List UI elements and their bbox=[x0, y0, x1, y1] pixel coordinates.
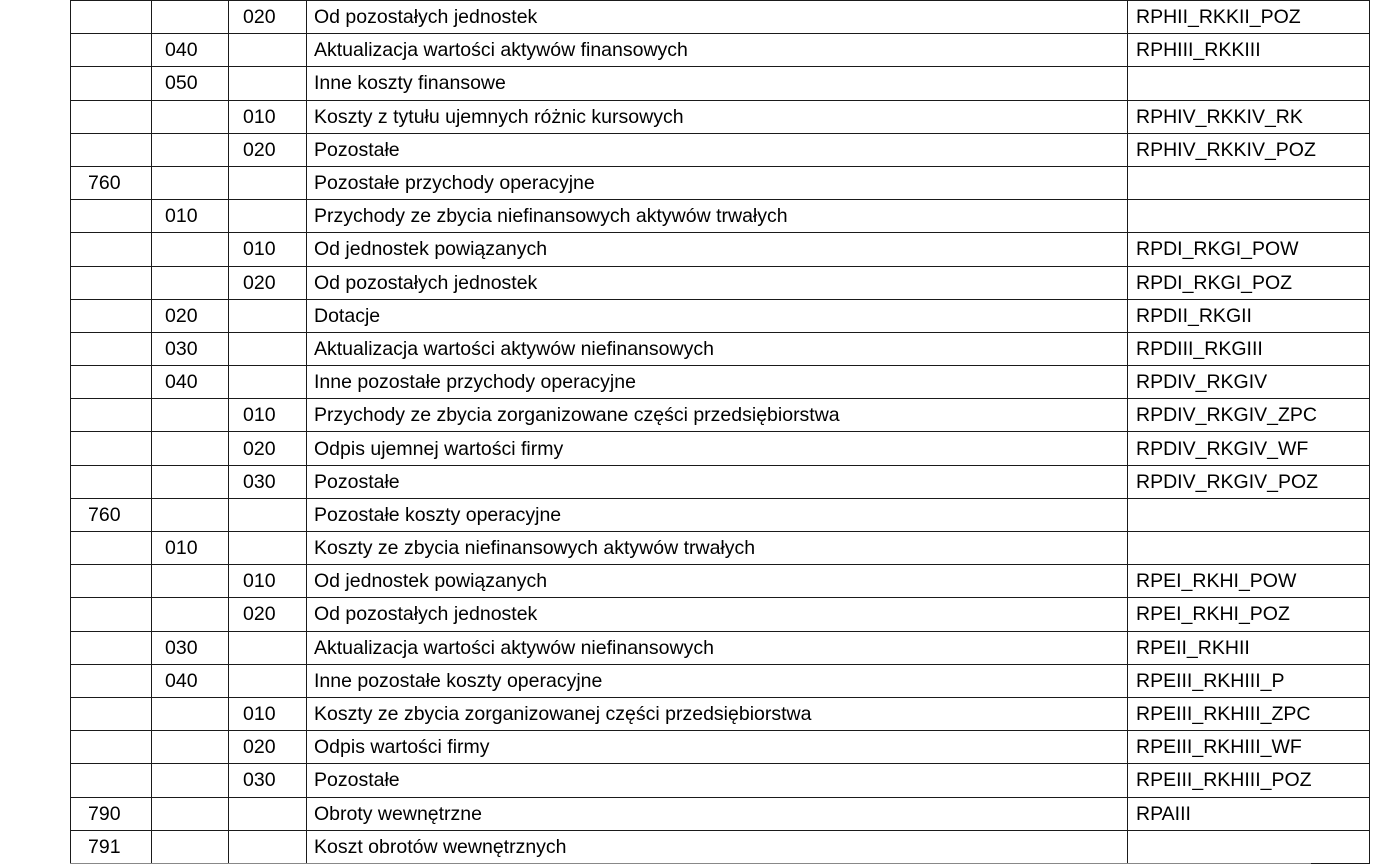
table-row bbox=[71, 432, 1370, 465]
account-name-cell: Przychody ze zbycia niefinansowych aktywów trwałych bbox=[307, 200, 1128, 233]
table-row bbox=[71, 532, 1370, 565]
account-level-1-cell bbox=[71, 299, 152, 332]
report-code-cell: RPEIII_RKHIII_WF bbox=[1128, 731, 1370, 764]
report-code-cell: RPEI_RKHI_POW bbox=[1128, 565, 1370, 598]
report-code-cell: RPDI_RKGI_POW bbox=[1128, 233, 1370, 266]
account-level-3-cell bbox=[229, 67, 307, 100]
account-level-3-cell bbox=[229, 299, 307, 332]
account-level-3-cell bbox=[229, 830, 307, 863]
account-level-1-cell bbox=[71, 34, 152, 67]
account-level-2-cell: 040 bbox=[152, 366, 229, 399]
report-code-cell: RPDII_RKGII bbox=[1128, 299, 1370, 332]
account-level-1-cell bbox=[71, 266, 152, 299]
account-level-1-cell bbox=[71, 133, 152, 166]
account-level-3-cell: 010 bbox=[229, 697, 307, 730]
table-row bbox=[71, 266, 1370, 299]
account-level-1-cell bbox=[71, 697, 152, 730]
account-name-cell: Aktualizacja wartości aktywów niefinansowych bbox=[307, 631, 1128, 664]
account-level-2-cell: 020 bbox=[152, 299, 229, 332]
account-level-2-cell: 030 bbox=[152, 332, 229, 365]
account-name-cell: Od jednostek powiązanych bbox=[307, 565, 1128, 598]
account-level-1-cell bbox=[71, 432, 152, 465]
account-level-2-cell bbox=[152, 133, 229, 166]
account-level-1-cell bbox=[71, 1, 152, 34]
table-row bbox=[71, 1, 1370, 34]
table-row bbox=[71, 664, 1370, 697]
account-name-cell: Przychody ze zbycia zorganizowane części przedsiębiorstwa bbox=[307, 399, 1128, 432]
report-code-cell bbox=[1128, 830, 1370, 863]
account-level-2-cell: 040 bbox=[152, 664, 229, 697]
account-level-1-cell: 760 bbox=[71, 498, 152, 531]
account-level-3-cell: 020 bbox=[229, 598, 307, 631]
account-name-cell: Koszty z tytułu ujemnych różnic kursowych bbox=[307, 100, 1128, 133]
account-level-2-cell: 050 bbox=[152, 67, 229, 100]
account-level-3-cell: 020 bbox=[229, 1, 307, 34]
account-name-cell: Koszty ze zbycia zorganizowanej części przedsiębiorstwa bbox=[307, 697, 1128, 730]
account-level-3-cell: 020 bbox=[229, 432, 307, 465]
next-row-border bbox=[70, 863, 1311, 864]
account-name-cell: Aktualizacja wartości aktywów niefinansowych bbox=[307, 332, 1128, 365]
account-level-1-cell bbox=[71, 565, 152, 598]
account-name-cell: Pozostałe przychody operacyjne bbox=[307, 166, 1128, 199]
account-level-2-cell bbox=[152, 166, 229, 199]
account-name-cell: Od pozostałych jednostek bbox=[307, 266, 1128, 299]
table-row bbox=[71, 631, 1370, 664]
account-level-3-cell bbox=[229, 166, 307, 199]
account-level-3-cell bbox=[229, 34, 307, 67]
account-name-cell: Pozostałe bbox=[307, 465, 1128, 498]
account-level-1-cell bbox=[71, 233, 152, 266]
account-level-2-cell: 040 bbox=[152, 34, 229, 67]
table-body bbox=[71, 1, 1370, 864]
report-code-cell bbox=[1128, 498, 1370, 531]
account-level-2-cell bbox=[152, 465, 229, 498]
account-level-1-cell bbox=[71, 465, 152, 498]
account-level-1-cell bbox=[71, 598, 152, 631]
account-name-cell: Aktualizacja wartości aktywów finansowych bbox=[307, 34, 1128, 67]
account-level-3-cell bbox=[229, 366, 307, 399]
table-row bbox=[71, 465, 1370, 498]
report-code-cell: RPDIV_RKGIV bbox=[1128, 366, 1370, 399]
account-name-cell: Koszt obrotów wewnętrznych bbox=[307, 830, 1128, 863]
account-level-3-cell: 020 bbox=[229, 266, 307, 299]
table-row bbox=[71, 731, 1370, 764]
account-level-2-cell bbox=[152, 1, 229, 34]
report-code-cell: RPAIII bbox=[1128, 797, 1370, 830]
report-code-cell: RPDIII_RKGIII bbox=[1128, 332, 1370, 365]
table-row bbox=[71, 34, 1370, 67]
table-row bbox=[71, 332, 1370, 365]
account-level-3-cell bbox=[229, 532, 307, 565]
account-level-1-cell bbox=[71, 100, 152, 133]
account-mapping-table bbox=[70, 0, 1370, 864]
table-row bbox=[71, 233, 1370, 266]
account-level-2-cell: 030 bbox=[152, 631, 229, 664]
table-row bbox=[71, 498, 1370, 531]
report-code-cell: RPHII_RKKII_POZ bbox=[1128, 1, 1370, 34]
report-code-cell: RPEIII_RKHIII_P bbox=[1128, 664, 1370, 697]
account-name-cell: Obroty wewnętrzne bbox=[307, 797, 1128, 830]
table-row bbox=[71, 764, 1370, 797]
account-name-cell: Koszty ze zbycia niefinansowych aktywów trwałych bbox=[307, 532, 1128, 565]
account-level-3-cell bbox=[229, 631, 307, 664]
account-level-1-cell bbox=[71, 532, 152, 565]
account-name-cell: Dotacje bbox=[307, 299, 1128, 332]
account-level-2-cell bbox=[152, 233, 229, 266]
report-code-cell: RPEII_RKHII bbox=[1128, 631, 1370, 664]
account-level-3-cell bbox=[229, 200, 307, 233]
account-level-1-cell: 791 bbox=[71, 830, 152, 863]
table-row bbox=[71, 366, 1370, 399]
account-level-3-cell: 010 bbox=[229, 565, 307, 598]
table-row bbox=[71, 797, 1370, 830]
table-row bbox=[71, 100, 1370, 133]
report-code-cell: RPEIII_RKHIII_ZPC bbox=[1128, 697, 1370, 730]
account-level-1-cell bbox=[71, 764, 152, 797]
account-level-3-cell: 010 bbox=[229, 233, 307, 266]
report-code-cell: RPDI_RKGI_POZ bbox=[1128, 266, 1370, 299]
account-level-1-cell bbox=[71, 200, 152, 233]
account-name-cell: Odpis ujemnej wartości firmy bbox=[307, 432, 1128, 465]
account-level-2-cell: 010 bbox=[152, 200, 229, 233]
table-row bbox=[71, 299, 1370, 332]
account-level-2-cell bbox=[152, 100, 229, 133]
account-level-1-cell bbox=[71, 399, 152, 432]
table-row bbox=[71, 565, 1370, 598]
account-level-3-cell: 030 bbox=[229, 764, 307, 797]
account-name-cell: Od pozostałych jednostek bbox=[307, 598, 1128, 631]
report-code-cell: RPHIII_RKKIII bbox=[1128, 34, 1370, 67]
report-code-cell: RPHIV_RKKIV_RK bbox=[1128, 100, 1370, 133]
account-level-1-cell bbox=[71, 366, 152, 399]
account-name-cell: Inne pozostałe przychody operacyjne bbox=[307, 366, 1128, 399]
account-level-3-cell: 010 bbox=[229, 100, 307, 133]
report-code-cell bbox=[1128, 166, 1370, 199]
account-level-3-cell: 020 bbox=[229, 731, 307, 764]
account-level-2-cell bbox=[152, 399, 229, 432]
account-level-1-cell bbox=[71, 332, 152, 365]
account-level-3-cell: 030 bbox=[229, 465, 307, 498]
account-level-2-cell: 010 bbox=[152, 532, 229, 565]
table-row bbox=[71, 697, 1370, 730]
account-level-3-cell bbox=[229, 498, 307, 531]
account-level-2-cell bbox=[152, 830, 229, 863]
account-level-2-cell bbox=[152, 266, 229, 299]
table-row bbox=[71, 830, 1370, 863]
table-row bbox=[71, 133, 1370, 166]
account-level-1-cell bbox=[71, 67, 152, 100]
account-level-2-cell bbox=[152, 797, 229, 830]
account-name-cell: Pozostałe koszty operacyjne bbox=[307, 498, 1128, 531]
table-row bbox=[71, 598, 1370, 631]
account-level-3-cell: 020 bbox=[229, 133, 307, 166]
account-level-2-cell bbox=[152, 598, 229, 631]
account-level-2-cell bbox=[152, 565, 229, 598]
report-code-cell bbox=[1128, 532, 1370, 565]
account-level-1-cell: 760 bbox=[71, 166, 152, 199]
report-code-cell: RPHIV_RKKIV_POZ bbox=[1128, 133, 1370, 166]
account-level-1-cell bbox=[71, 731, 152, 764]
report-code-cell: RPEI_RKHI_POZ bbox=[1128, 598, 1370, 631]
account-level-2-cell bbox=[152, 498, 229, 531]
account-name-cell: Inne pozostałe koszty operacyjne bbox=[307, 664, 1128, 697]
table-row bbox=[71, 67, 1370, 100]
account-name-cell: Pozostałe bbox=[307, 764, 1128, 797]
account-level-1-cell bbox=[71, 664, 152, 697]
account-level-3-cell bbox=[229, 664, 307, 697]
account-name-cell: Odpis wartości firmy bbox=[307, 731, 1128, 764]
report-code-cell bbox=[1128, 200, 1370, 233]
account-name-cell: Od jednostek powiązanych bbox=[307, 233, 1128, 266]
account-name-cell: Inne koszty finansowe bbox=[307, 67, 1128, 100]
report-code-cell: RPDIV_RKGIV_WF bbox=[1128, 432, 1370, 465]
table-row bbox=[71, 200, 1370, 233]
report-code-cell: RPDIV_RKGIV_POZ bbox=[1128, 465, 1370, 498]
table-row bbox=[71, 399, 1370, 432]
account-level-2-cell bbox=[152, 432, 229, 465]
account-level-3-cell bbox=[229, 332, 307, 365]
account-level-1-cell: 790 bbox=[71, 797, 152, 830]
account-level-2-cell bbox=[152, 731, 229, 764]
report-code-cell: RPEIII_RKHIII_POZ bbox=[1128, 764, 1370, 797]
account-level-1-cell bbox=[71, 631, 152, 664]
account-level-3-cell: 010 bbox=[229, 399, 307, 432]
account-level-3-cell bbox=[229, 797, 307, 830]
account-name-cell: Pozostałe bbox=[307, 133, 1128, 166]
report-code-cell bbox=[1128, 67, 1370, 100]
table-row bbox=[71, 166, 1370, 199]
account-name-cell: Od pozostałych jednostek bbox=[307, 1, 1128, 34]
account-level-2-cell bbox=[152, 697, 229, 730]
report-code-cell: RPDIV_RKGIV_ZPC bbox=[1128, 399, 1370, 432]
account-level-2-cell bbox=[152, 764, 229, 797]
